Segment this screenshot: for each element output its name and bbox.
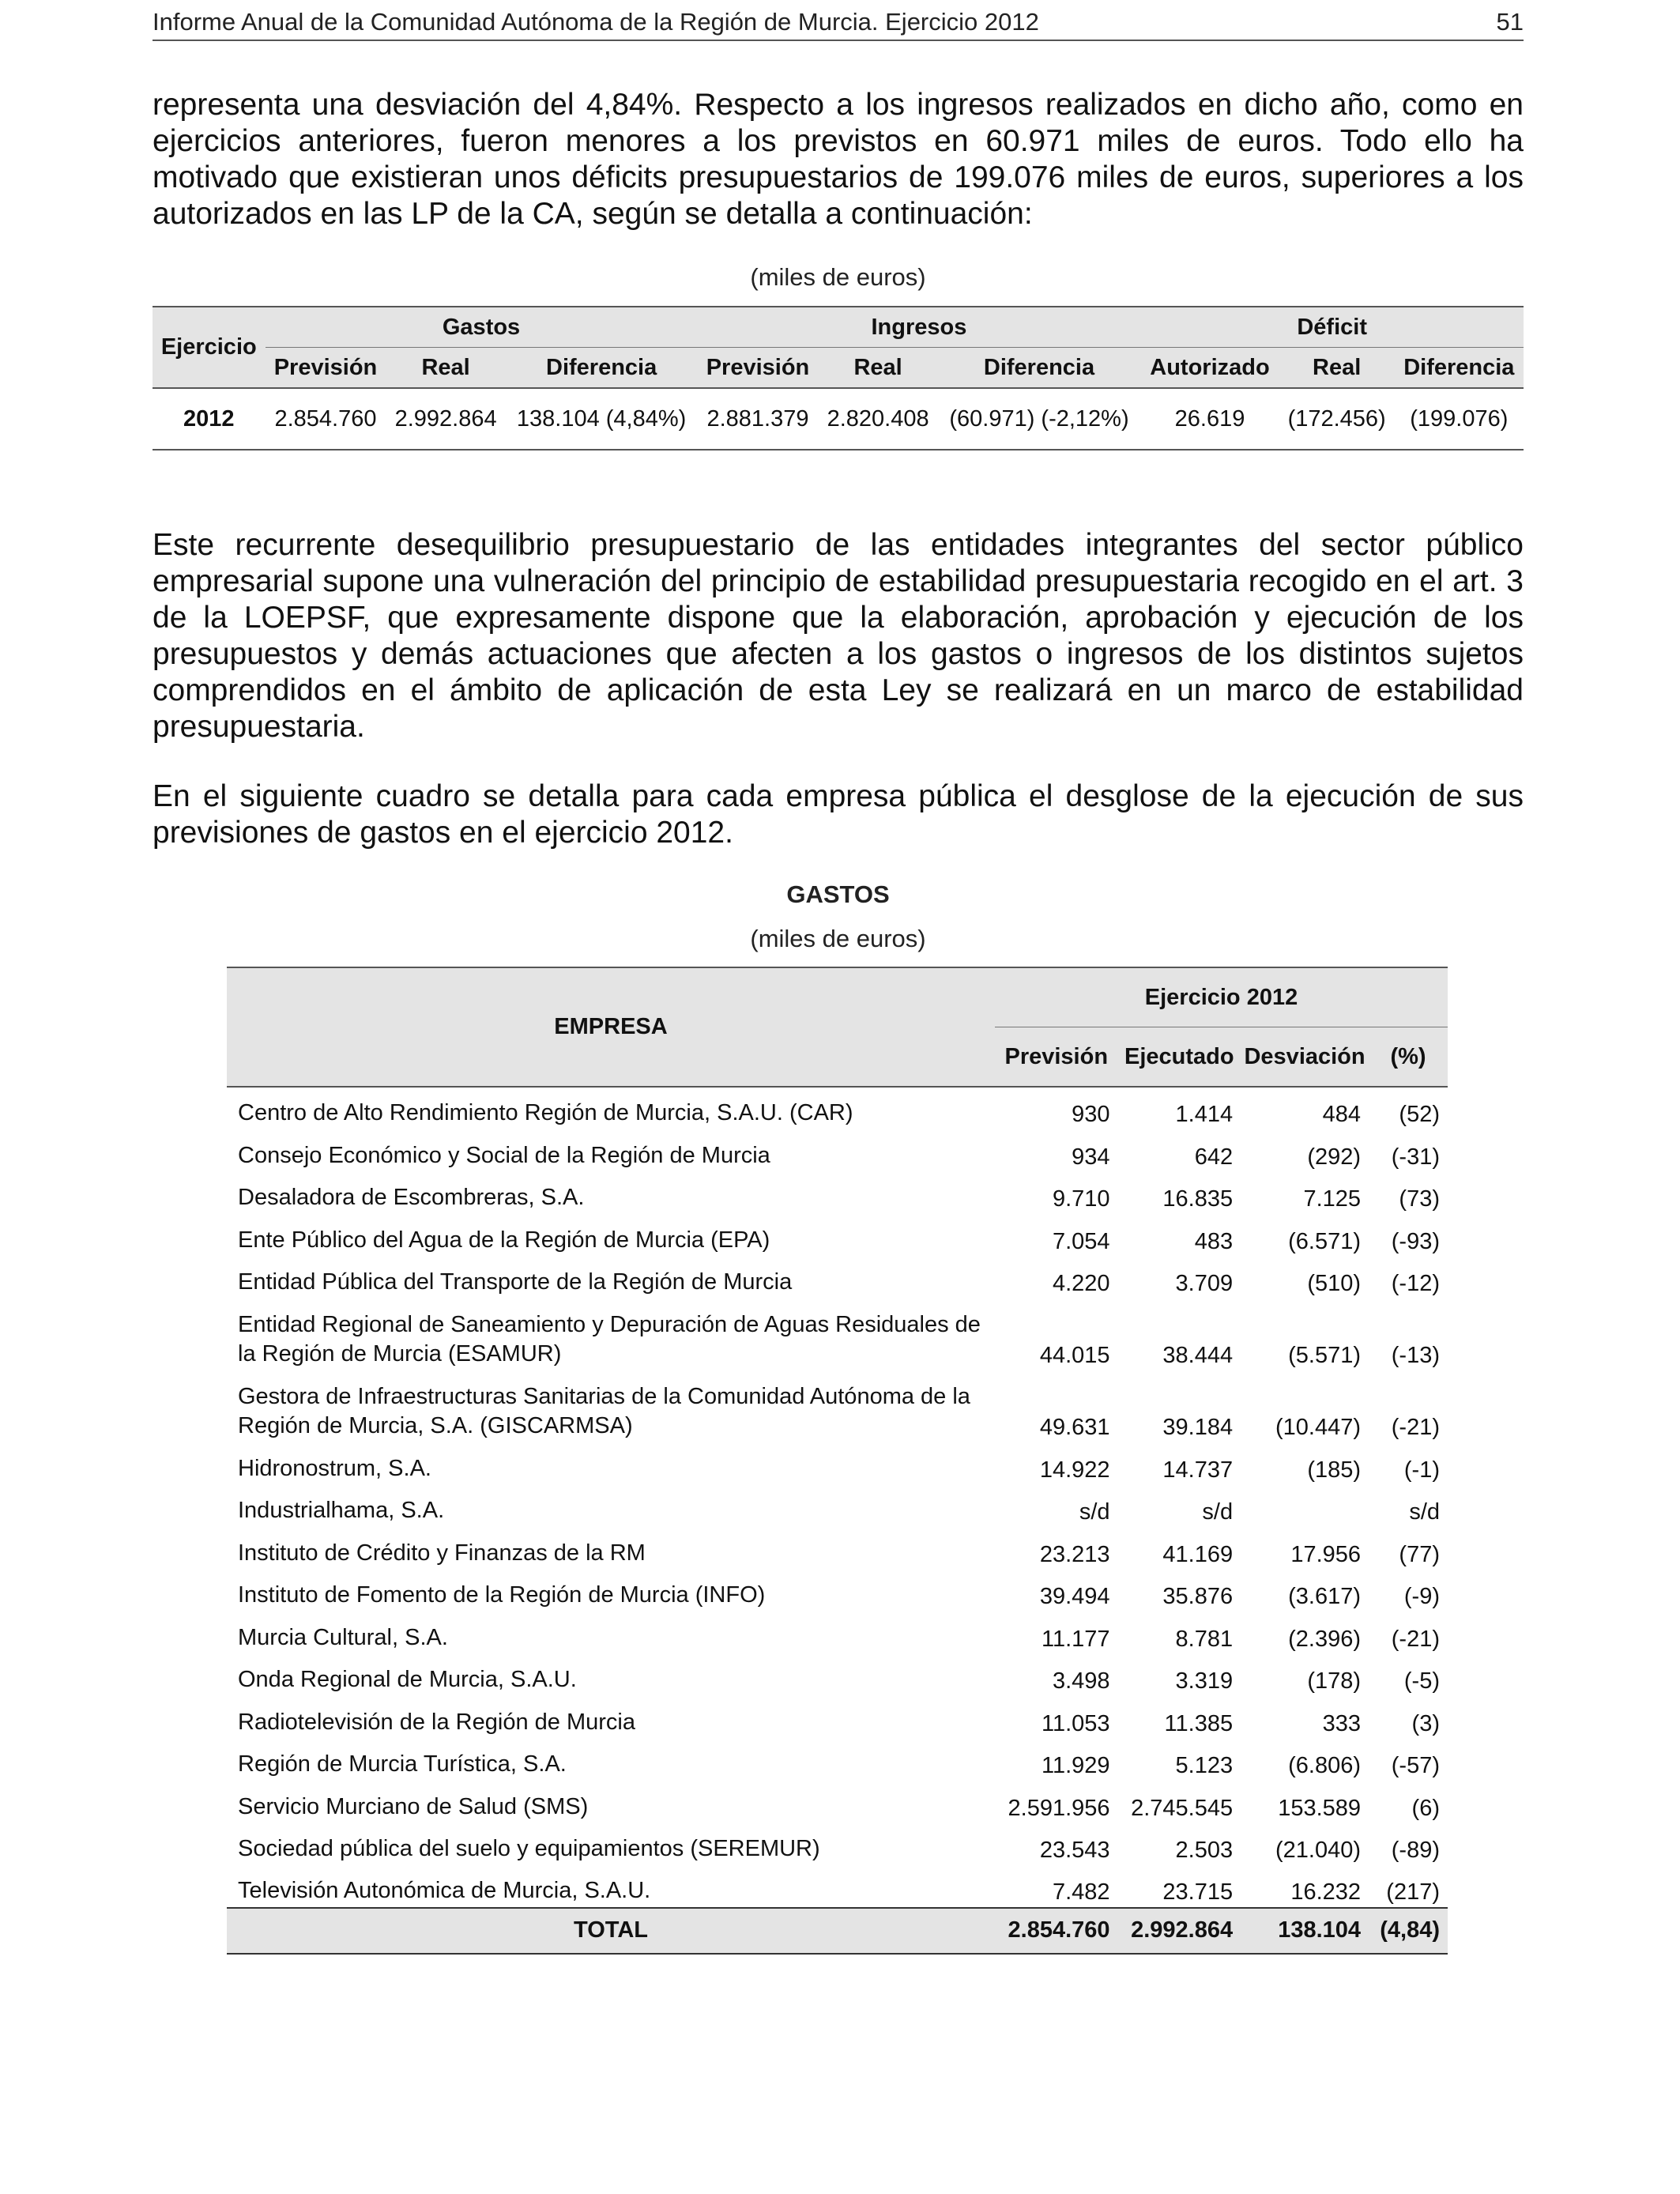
company-name: Centro de Alto Rendimiento Región de Murcia, S.A.U. (CAR) [238,1100,853,1125]
cell-desviacion: (5.571) [1288,1343,1362,1368]
cell-pct: (-12) [1391,1271,1440,1296]
cell-desviacion: (21.040) [1275,1838,1362,1863]
total-ejecutado: 2.992.864 [1118,1908,1241,1954]
deficit-table [153,306,1524,450]
cell-pct: (6) [1411,1795,1440,1821]
company-name: Instituto de Fomento de la Región de Murcia (INFO) [238,1582,766,1608]
company-name: Radiotelevisión de la Región de Murcia [238,1709,635,1735]
table-row [227,1257,1448,1299]
table-row [153,388,1524,450]
total-row [227,1908,1448,1954]
table-cell: 2.820.408 [818,388,937,450]
cell-prevision: 11.929 [1042,1753,1110,1778]
cell-pct: (-89) [1391,1838,1440,1863]
company-name: Servicio Murciano de Salud (SMS) [238,1793,589,1819]
table-row [227,1442,1448,1485]
subheader: Real [1279,348,1395,389]
company-name: Desaladora de Escombreras, S.A. [238,1185,585,1210]
table-row [227,1781,1448,1823]
total-label: TOTAL [227,1908,995,1954]
table-cell: 2.854.760 [266,388,386,450]
table2-unit: (miles de euros) [750,925,926,952]
table-row [227,1129,1448,1172]
cell-ejecutado: 2.503 [1175,1838,1234,1863]
cell-desviacion [1241,1485,1369,1528]
cell-desviacion: (510) [1307,1271,1362,1296]
cell-pct: (-93) [1391,1228,1440,1254]
table-cell: 138.104 (4,84%) [506,388,698,450]
cell-desviacion: (6.571) [1288,1228,1362,1254]
paragraph-1: representa una desviación del 4,84%. Respecto a los ingresos realizados en dicho año, como en ejercicios anteriores, fueron menores a los previstos en 60.971 miles de euros. Todo ello ha motivado que existieran unos déficits presupuestarios de 199.076 miles de euros, superiores a los autorizados en las LP de la CA, según se detalla a continuación: [153,88,1524,231]
cell-desviacion: (10.447) [1275,1415,1362,1440]
cell-desviacion: (185) [1307,1457,1362,1483]
cell-ejecutado: 11.385 [1164,1710,1234,1736]
subheader-pct: (%) [1369,1027,1448,1088]
cell-ejecutado: 39.184 [1162,1415,1234,1440]
cell-ejecutado: 3.319 [1175,1668,1234,1694]
table-row [227,1214,1448,1257]
table-row [227,1172,1448,1215]
cell-desviacion: (2.396) [1288,1626,1362,1652]
header-title: Informe Anual de la Comunidad Autónoma de la Región de Murcia. Ejercicio 2012 [153,8,1039,36]
cell-ejecutado: 14.737 [1162,1457,1234,1483]
total-pct: (4,84) [1369,1908,1448,1954]
cell-prevision: 23.543 [1039,1838,1110,1863]
cell-ejecutado: 8.781 [1175,1626,1234,1652]
group-gastos: Gastos [266,307,698,348]
cell-ejecutado: 1.414 [1175,1102,1234,1127]
cell-desviacion: 16.232 [1290,1879,1362,1905]
cell-prevision: 14.922 [1039,1457,1110,1483]
page-number: 51 [1496,8,1524,36]
col-empresa: EMPRESA [227,967,995,1087]
table-cell: 2.992.864 [386,388,505,450]
cell-desviacion: (292) [1307,1144,1362,1170]
total-prevision: 2.854.760 [995,1908,1118,1954]
company-name: Sociedad pública del suelo y equipamientos (SEREMUR) [238,1836,820,1861]
cell-pct: (-21) [1391,1415,1440,1440]
table-row [227,1739,1448,1781]
company-name: Industrialhama, S.A. [238,1498,445,1523]
cell-desviacion: 7.125 [1303,1186,1362,1212]
subheader: Previsión [698,348,819,389]
table-row [227,1612,1448,1654]
cell-ejecutado: 642 [1194,1144,1234,1170]
cell-prevision: 7.482 [1052,1879,1110,1905]
cell-ejecutado: 38.444 [1162,1343,1234,1368]
company-name: Gestora de Infraestructuras Sanitarias de la Comunidad Autónoma de la Región de Murcia, S.A. (GISCARMSA) [238,1384,970,1438]
company-name: Entidad Pública del Transporte de la Región de Murcia [238,1269,793,1295]
cell-ejecutado: s/d [1202,1499,1234,1525]
cell-pct: (73) [1399,1186,1440,1212]
subheader-prevision: Previsión [995,1027,1118,1088]
cell-desviacion: 153.589 [1278,1795,1362,1821]
company-name: Entidad Regional de Saneamiento y Depuración de Aguas Residuales de la Región de Murcia (ESAMUR) [238,1312,981,1367]
table-row [227,1485,1448,1528]
group-deficit: Déficit [1140,307,1524,348]
cell-prevision: 9.710 [1052,1186,1110,1212]
subheader: Diferencia [1395,348,1524,389]
table-row [227,1087,1448,1129]
company-name: Hidronostrum, S.A. [238,1455,431,1481]
table-row [227,1823,1448,1866]
cell-ejecutado: 483 [1194,1228,1234,1254]
company-name: Consejo Económico y Social de la Región de Murcia [238,1142,770,1168]
subheader-desviacion: Desviación [1241,1027,1369,1088]
table-cell: 2.881.379 [698,388,819,450]
cell-pct: (3) [1411,1710,1440,1736]
company-name: Ente Público del Agua de la Región de Murcia (EPA) [238,1227,770,1253]
group-ejercicio-2012: Ejercicio 2012 [995,967,1448,1027]
company-name: Región de Murcia Turística, S.A. [238,1751,567,1777]
table-row [227,1570,1448,1612]
cell-ejecutado: 35.876 [1162,1584,1234,1609]
table-cell: (199.076) [1395,388,1524,450]
cell-ejecutado: 3.709 [1175,1271,1234,1296]
subheader: Diferencia [938,348,1141,389]
cell-desviacion: 333 [1322,1710,1362,1736]
cell-prevision: 2.591.956 [1008,1795,1110,1821]
cell-ejecutado: 41.169 [1162,1541,1234,1567]
company-name: Televisión Autonómica de Murcia, S.A.U. [238,1877,651,1903]
cell-desviacion: (178) [1307,1668,1362,1694]
company-name: Onda Regional de Murcia, S.A.U. [238,1667,577,1692]
cell-prevision: 39.494 [1039,1584,1110,1609]
cell-ejecutado: 2.745.545 [1131,1795,1234,1821]
company-name: Murcia Cultural, S.A. [238,1624,448,1650]
company-name: Instituto de Crédito y Finanzas de la RM [238,1540,646,1566]
paragraph-3: En el siguiente cuadro se detalla para cada empresa pública el desglose de la ejecución de sus previsiones de gastos en el ejercicio 2012. [153,779,1524,850]
cell-prevision: 49.631 [1039,1415,1110,1440]
cell-pct: (-31) [1391,1144,1440,1170]
cell-prevision: 930 [1072,1102,1110,1127]
group-ingresos: Ingresos [698,307,1141,348]
cell-pct: s/d [1409,1499,1440,1525]
table-row [227,1654,1448,1697]
cell-prevision: 11.053 [1042,1710,1110,1736]
cell-desviacion: (6.806) [1288,1753,1362,1778]
cell-ejecutado: 23.715 [1162,1879,1234,1905]
subheader: Previsión [266,348,386,389]
subheader-ejecutado: Ejecutado [1118,1027,1241,1088]
cell-prevision: 11.177 [1042,1626,1110,1652]
row-year: 2012 [153,388,266,450]
table-row [227,1696,1448,1739]
cell-ejecutado: 5.123 [1175,1753,1234,1778]
cell-pct: (-5) [1403,1668,1440,1694]
page-header [153,5,1524,41]
cell-pct: (-21) [1391,1626,1440,1652]
table-row [227,1865,1448,1908]
table-cell: (172.456) [1279,388,1395,450]
cell-pct: (-57) [1391,1753,1440,1778]
cell-pct: (77) [1399,1541,1440,1567]
gastos-table [227,967,1448,1955]
paragraph-2: Este recurrente desequilibrio presupuestario de las entidades integrantes del sector público empresarial supone una vulneración del principio de estabilidad presupuestaria recogido en el art. 3 de la LOEPSF, que expresamente dispone que la elaboración, aprobación y ejecución de los presupuestos y demás actuaciones que afecten a los gastos o ingresos de los distintos sujetos comprendidos en el ámbito de aplicación de esta Ley se realizará en un marco de estabilidad presupuestaria. [153,528,1524,744]
cell-ejecutado: 16.835 [1162,1186,1234,1212]
cell-pct: (-13) [1391,1343,1440,1368]
cell-prevision: 44.015 [1039,1343,1110,1368]
cell-prevision: s/d [1079,1499,1110,1525]
cell-prevision: 934 [1072,1144,1110,1170]
table-row [227,1299,1448,1370]
cell-pct: (-9) [1403,1584,1440,1609]
cell-prevision: 3.498 [1052,1668,1110,1694]
table-row [227,1527,1448,1570]
cell-pct: (-1) [1403,1457,1440,1483]
table-cell: (60.971) (-2,12%) [938,388,1141,450]
cell-pct: (217) [1386,1879,1440,1905]
cell-prevision: 4.220 [1052,1271,1110,1296]
subheader: Diferencia [506,348,698,389]
total-desviacion: 138.104 [1241,1908,1369,1954]
cell-prevision: 23.213 [1039,1541,1110,1567]
col-ejercicio: Ejercicio [153,307,266,388]
cell-desviacion: (3.617) [1288,1584,1362,1609]
cell-desviacion: 17.956 [1290,1541,1362,1567]
cell-prevision: 7.054 [1052,1228,1110,1254]
table-cell: 26.619 [1140,388,1279,450]
cell-pct: (52) [1399,1102,1440,1127]
table2-title: GASTOS [786,880,890,908]
cell-desviacion: 484 [1322,1102,1362,1127]
subheader: Real [386,348,505,389]
table1-unit: (miles de euros) [750,263,926,291]
subheader: Autorizado [1140,348,1279,389]
subheader: Real [818,348,937,389]
table-row [227,1370,1448,1442]
